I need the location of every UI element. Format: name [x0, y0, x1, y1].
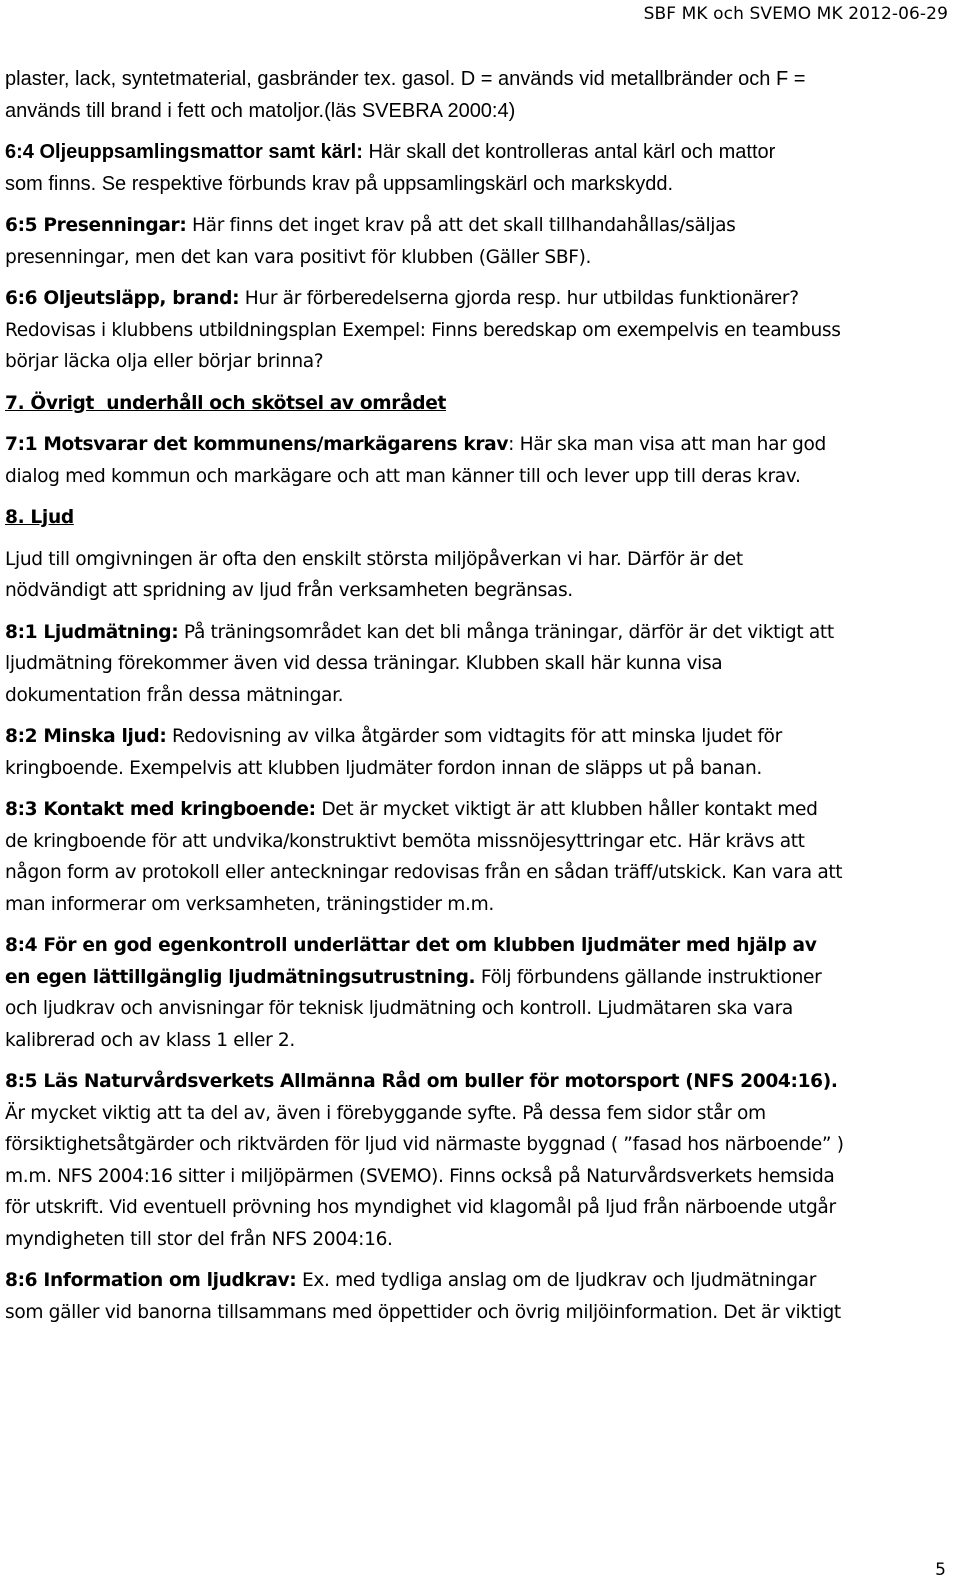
section-heading: 6:5 Presenningar: [5, 215, 187, 236]
section-7 [5, 388, 953, 420]
section-6-4: 6:4 Oljeuppsamlingsmattor samt kärl: Här skall det kontrolleras antal kärl och mattor som finns. Se respektive förbunds krav på uppsamlingskärl och markskydd. [5, 141, 776, 195]
section-8-4: 8:4 För en god egenkontroll underlättar det om klubben ljudmäter med hjälp av en egen lättillgänglig ljudmätningsutrustning. Följ förbundens gällande instruktioner och ljudkrav och anvisningar för teknisk ljudmätning och kontroll. Ljudmätaren ska vara kalibrerad och av klass 1 eller 2. [5, 930, 953, 1056]
section-8-6: 8:6 Information om ljudkrav: Ex. med tydliga anslag om de ljudkrav och ljudmätningar som gäller vid banorna tillsammans med öppettider och övrig miljöinformation. Det är viktigt [5, 1270, 841, 1323]
section-heading: 8:2 Minska ljud: [5, 726, 167, 747]
section-8-2: 8:2 Minska ljud: Redovisning av vilka åtgärder som vidtagits för att minska ljudet för kringboende. Exempelvis att klubben ljudmäter fordon innan de släpps ut på banan. [5, 726, 782, 779]
section-8-3: 8:3 Kontakt med kringboende: Det är mycket viktigt är att klubben håller kontakt med de kringboende för att undvika/konstruktivt bemöta missnöjesyttringar etc. Här krävs att någon form av protokoll eller anteckningar redovisas från en sådan träff/utskick. Kan vara att man informerar om verksamheten, träningstider m.m. [5, 799, 843, 915]
section-7-1: 7:1 Motsvarar det kommunens/markägarens krav: Här ska man visa att man har god dialog med kommun och markägare och att man känner till och lever upp till deras krav. [5, 434, 826, 487]
section-heading: 8:5 Läs Naturvårdsverkets Allmänna Råd om buller för motorsport (NFS 2004:16). [5, 1071, 838, 1092]
section-6-6: 6:6 Oljeutsläpp, brand: Hur är förberedelserna gjorda resp. hur utbildas funktionärer? Redovisas i klubbens utbildningsplan Exempel: Finns beredskap om exempelvis en teambuss börjar läcka olja eller börjar brinna? [5, 288, 841, 372]
document-body [5, 64, 953, 1328]
section-8-1: 8:1 Ljudmätning: På träningsområdet kan det bli många träningar, därför är det viktigt att ljudmätning förekommer även vid dessa träningar. Klubben skall här kunna visa dokumentation från dessa mätningar. [5, 621, 834, 706]
section-6-5: 6:5 Presenningar: Här finns det inget krav på att det skall tillhandahållas/säljas presenningar, men det kan vara positivt för klubben (Gäller SBF). [5, 215, 736, 268]
section-heading: 6:4 Oljeuppsamlingsmattor samt kärl: [5, 141, 363, 163]
section-heading: 7:1 Motsvarar det kommunens/markägarens krav [5, 434, 509, 455]
section-8-5: 8:5 Läs Naturvårdsverkets Allmänna Råd om buller för motorsport (NFS 2004:16). Är mycket viktig att ta del av, även i förebyggande syfte. På dessa fem sidor står om försiktighetsåtgärder och riktvärden för ljud vid närmaste byggnad ( ”fasad hos närboende” ) m.m. NFS 2004:16 sitter i miljöpärmen (SVEMO). Finns också på Naturvårdsverkets hemsida för utskrift. Vid eventuell prövning hos myndighet vid klagomål på ljud från närboende utgår myndigheten till stor del från NFS 2004:16. [5, 1066, 953, 1255]
page-number: 5 [935, 1560, 946, 1580]
section-heading: 6:6 Oljeutsläpp, brand: [5, 288, 240, 309]
section-heading: 8:4 För en god egenkontroll underlättar det om klubben ljudmäter med hjälp av [5, 935, 817, 956]
section-heading: 8:1 Ljudmätning: [5, 621, 179, 643]
page-header: SBF MK och SVEMO MK 2012-06-29 [643, 4, 948, 24]
intro-paragraph: plaster, lack, syntetmaterial, gasbränder tex. gasol. D = används vid metallbränder och F = används till brand i fett och matoljor.(läs SVEBRA 2000:4) [5, 68, 806, 122]
section-heading: 8:6 Information om ljudkrav: [5, 1270, 297, 1291]
section-8: 8. Ljud Ljud till omgivningen är ofta den enskilt största miljöpåverkan vi har. Därför är det nödvändigt att spridning av ljud från verksamheten begränsas. [5, 502, 953, 607]
section-heading: 8:3 Kontakt med kringboende: [5, 799, 316, 820]
section-heading: 7. Övrigt underhåll och skötsel av området [5, 392, 447, 414]
section-heading-cont: en egen lättillgänglig ljudmätningsutrustning. [5, 966, 476, 988]
section-heading: 8. Ljud [5, 507, 74, 528]
